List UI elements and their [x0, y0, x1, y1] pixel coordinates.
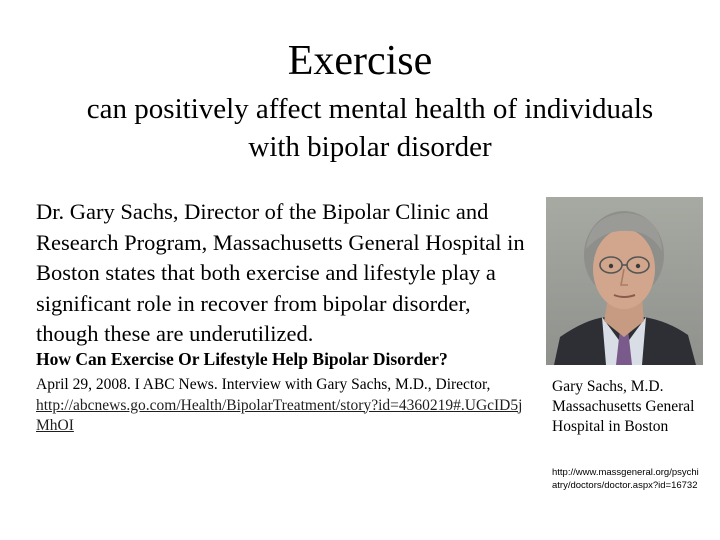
photo-source-link[interactable]: http://www.massgeneral.org/psychiatry/doctors/doctor.aspx?id=16732	[552, 467, 699, 491]
slide-subtitle: can positively affect mental health of individuals with bipolar disorder	[86, 93, 654, 163]
reference-citation: April 29, 2008. I ABC News. Interview with Gary Sachs, M.D., Director,	[36, 376, 491, 393]
photo-caption: Gary Sachs, M.D. Massachusetts General Hospital in Boston	[552, 378, 695, 435]
slide-title: Exercise	[287, 38, 433, 84]
reference-heading: How Can Exercise Or Lifestyle Help Bipolar Disorder?	[36, 349, 448, 369]
body-paragraph: Dr. Gary Sachs, Director of the Bipolar Clinic and Research Program, Massachusetts General Hospital in Boston states that both exercise and lifestyle play a significant role in recover from bipolar disorder, though these are underutilized.	[36, 199, 525, 346]
reference-link[interactable]: http://abcnews.go.com/Health/BipolarTreatment/story?id=4360219#.UGcID5jMhOI	[36, 396, 523, 434]
reference-block	[36, 375, 526, 437]
doctor-photo	[546, 197, 703, 365]
